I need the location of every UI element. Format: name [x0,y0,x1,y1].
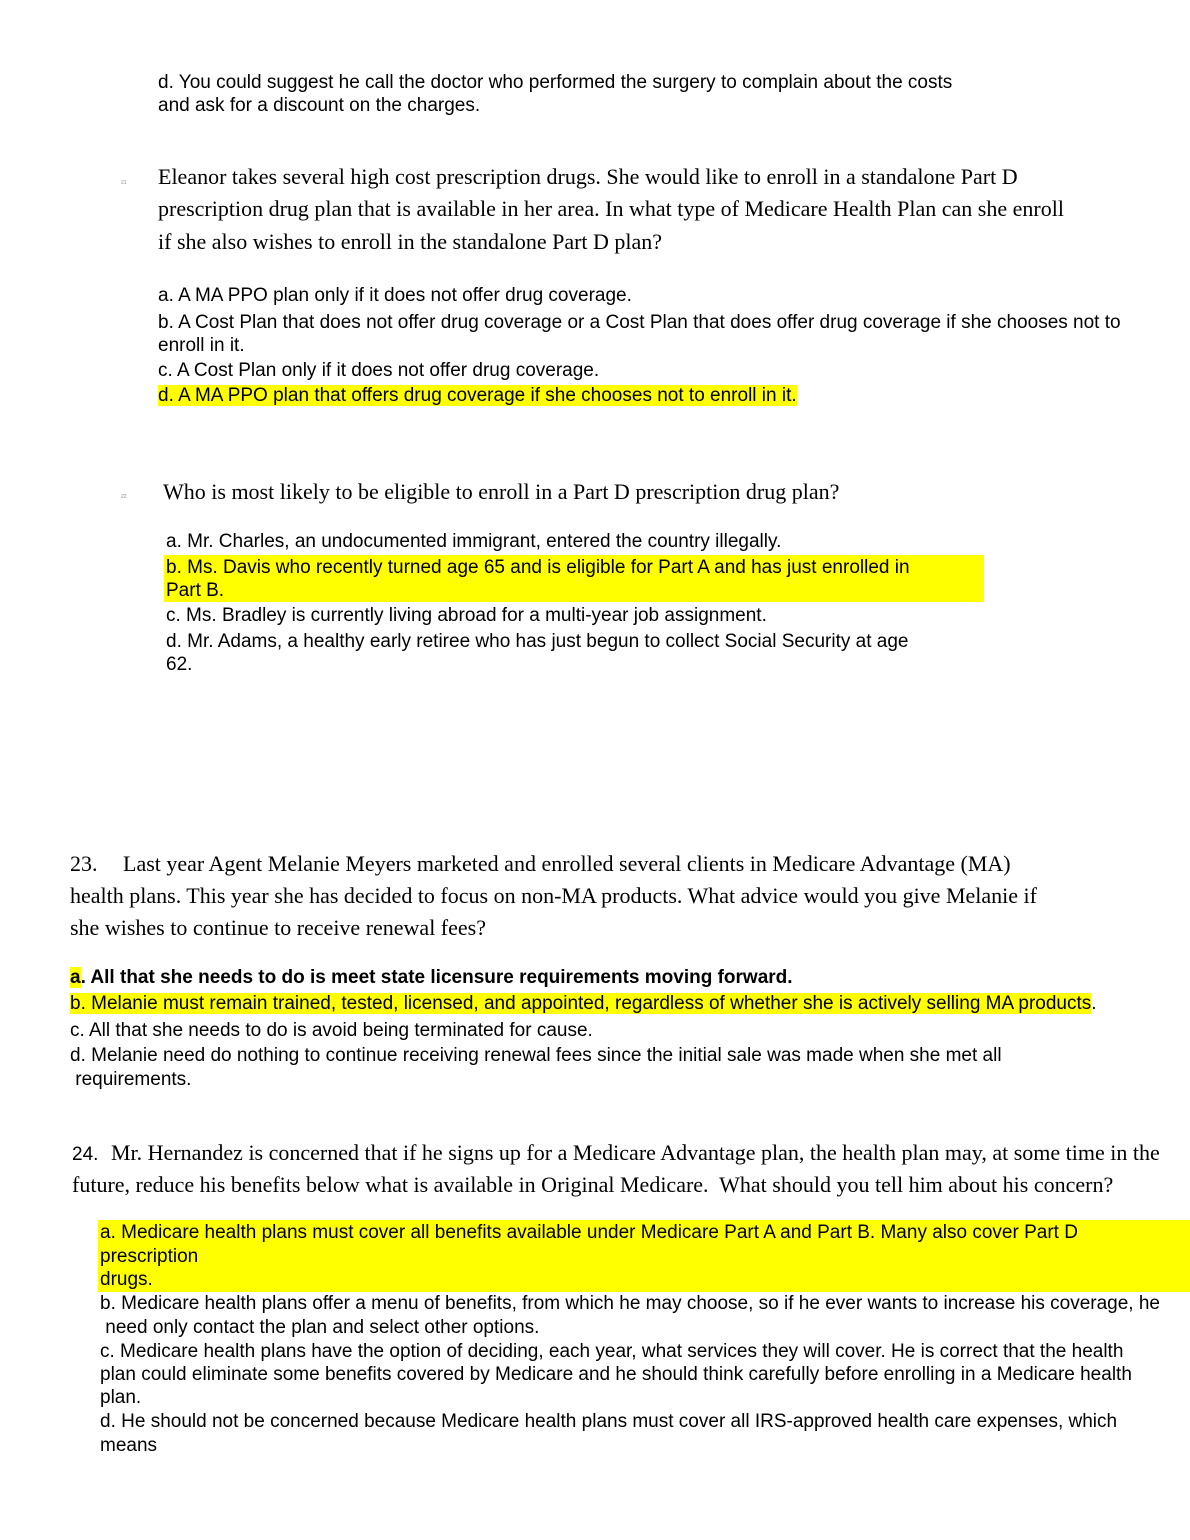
q23-option-d-line2: requirements. [70,1069,192,1090]
q22-option-d-line2: 62. [166,654,193,675]
q24-option-b-line2: need only contact the plan and select other options. [100,1317,540,1338]
q23-option-b-highlight: b. Melanie must remain trained, tested, licensed, and appointed, regardless of whether she is actively selling MA products [70,993,1092,1014]
q23-option-b [70,992,1097,1016]
q23-option-a-letter: a [70,967,81,988]
q22-question: Who is most likely to be eligible to enroll in a Part D prescription drug plan? [163,479,840,504]
prev-option-d-line1: d. You could suggest he call the doctor who performed the surgery to complain about the costs [158,72,953,93]
q21-question-line2: prescription drug plan that is available in her area. In what type of Medicare Health Plan can she enroll [158,196,1064,221]
q23-option-c: c. All that she needs to do is avoid being terminated for cause. [70,1020,593,1041]
q21-option-c: c. A Cost Plan only if it does not offer drug coverage. [158,360,600,381]
q22-option-d-line1: d. Mr. Adams, a healthy early retiree who has just begun to collect Social Security at age [166,631,909,652]
q23-question-line3: she wishes to continue to receive renewal fees? [70,915,486,940]
q24-option-a-line1: a. Medicare health plans must cover all benefits available under Medicare Part A and Part B. Many also cover Part D [100,1222,1078,1243]
q21-question-line3: if she also wishes to enroll in the standalone Part D plan? [158,229,663,254]
q24-option-d-line2: means [100,1435,158,1456]
q24-option-a-line3: drugs. [100,1269,153,1290]
q24-question-line2: future, reduce his benefits below what is available in Original Medicare. What should you tell him about his concern? [72,1172,1114,1197]
q23-option-a [70,966,793,990]
q24-number: 24. [72,1144,99,1165]
q21-option-b-line2: enroll in it. [158,335,245,356]
q23-number: 23. [70,851,98,876]
q24-option-b-line1: b. Medicare health plans offer a menu of benefits, from which he may choose, so if he ever wants to increase his coverage, he [100,1293,1161,1314]
q21-option-d-highlight: d. A MA PPO plan that offers drug coverage if she chooses not to enroll in it. [158,385,797,406]
q24-option-c-line3: plan. [100,1387,142,1408]
q23-option-a-text: . All that she needs to do is meet state licensure requirements moving forward. [80,967,793,988]
q23-question-line1: Last year Agent Melanie Meyers marketed and enrolled several clients in Medicare Advantage (MA) [123,851,1011,876]
q24-option-c-line2: plan could eliminate some benefits covered by Medicare and he should think carefully before enrolling in a Medicare health [100,1364,1132,1385]
q23-question-line2: health plans. This year she has decided to focus on non-MA products. What advice would you give Melanie if [70,883,1037,908]
q23-option-d-line1: d. Melanie need do nothing to continue receiving renewal fees since the initial sale was made when she met all [70,1045,1002,1066]
q21-option-a: a. A MA PPO plan only if it does not offer drug coverage. [158,285,632,306]
q22-option-c: c. Ms. Bradley is currently living abroad for a multi-year job assignment. [166,605,767,626]
q23-option-b-period: . [1091,993,1097,1014]
q22-option-b-line1: b. Ms. Davis who recently turned age 65 and is eligible for Part A and has just enrolled in [166,557,910,578]
q24-question-line1: Mr. Hernandez is concerned that if he signs up for a Medicare Advantage plan, the health plan may, at some time in the [111,1140,1160,1165]
q22-option-a: a. Mr. Charles, an undocumented immigrant, entered the country illegally. [166,531,782,552]
q21-question-line1: Eleanor takes several high cost prescription drugs. She would like to enroll in a standalone Part D [158,164,1018,189]
q24-option-d-line1: d. He should not be concerned because Medicare health plans must cover all IRS-approved health care expenses, which [100,1411,1118,1432]
prev-option-d-line2: and ask for a discount on the charges. [158,95,481,116]
q21-option-b-line1: b. A Cost Plan that does not offer drug coverage or a Cost Plan that does offer drug coverage if she chooses not to [158,312,1121,333]
q22-option-b-line2: Part B. [166,580,225,601]
q21-marker: 21 [121,180,127,186]
q24-option-c-line1: c. Medicare health plans have the option of deciding, each year, what services they will cover. He is correct that the health [100,1341,1124,1362]
q24-option-a-line2: prescription [100,1246,199,1267]
q21-option-d-correct [158,384,797,408]
q22-marker: 22 [121,494,127,500]
